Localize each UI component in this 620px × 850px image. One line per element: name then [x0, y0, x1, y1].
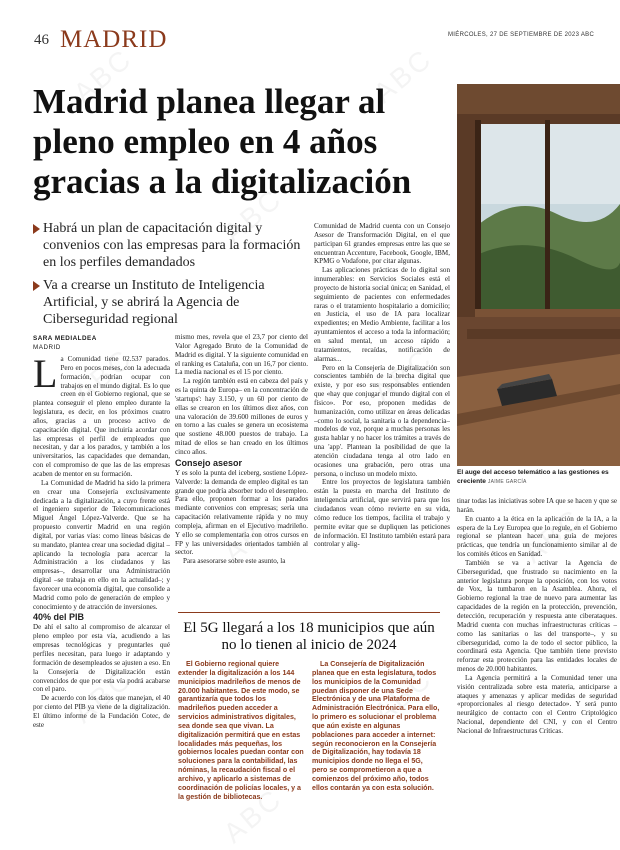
- section-title: MADRID: [60, 26, 168, 53]
- article-column-1: [33, 355, 170, 843]
- sidebar-column-1: [178, 660, 304, 843]
- author-byline: SARA MEDIALDEA: [33, 335, 97, 342]
- paragraph: La Consejería de Digitalización planea que en esta legislatura, todos los municipios de la Comunidad puedan disponer de una Sede Electrónica y de una Plataforma de Administración Electrónica. Para ello, lo primero es solucionar el problema que aún existe en algunas poblaciones para acceder a internet: según reconocieron en la Consejería de Digitalización, hay todavía 18 municipios donde no llega el 5G, pero se comprometieron a que a comienzos del próximo año, todos ellos contarán ya con esta solución.: [312, 660, 440, 792]
- article-column-2: [175, 333, 308, 609]
- caption-text: El auge del acceso telemático a las gestiones es creciente: [457, 469, 609, 485]
- paragraph: Pero en la Consejería de Digitalización son conscientes también de la brecha digital que existe, y por eso sus responsables entienden que «hay que conjugar el mundo digital con el físico». Por eso, proponen medidas de humanización, como utilizar en áreas delicadas –como lo social, la sanitaria o la dependencia– modelos de voz, porque a muchas personas les gusta hablar y no hacer los trámites a través de una 'app'. Plantean la posibilidad de que la atención ciudadana tenga al otro lado en ocasiones una grabación, pero otras una persona, o incluso un modelo mixto.: [314, 363, 450, 478]
- subheading: Consejo asesor: [175, 457, 243, 468]
- paragraph: Las aplicaciones prácticas de lo digital son innumerables: en Servicios Sociales está el proyecto de historia social única; en Sanidad, el seguimiento de pacientes con enfermedades raras o el tratamiento hospitalario a domicilio; en Justicia, el uso de IA para localizar expedientes; en Medio Ambiente, facilitar a los ayuntamientos el acceso a toda la información; en salud mental, un acceso rápido a tratamientos, recaídas, notificación de alarmas...: [314, 266, 450, 363]
- paragraph: De acuerdo con los datos que manejan, el 40 por ciento del PIB ya viene de la digitalización. El último informe de la Fundación Cotec, de este: [33, 694, 170, 729]
- paragraph: El Gobierno regional quiere extender la digitalización a los 144 municipios madrileños de menos de 20.000 habitantes. De este modo, se garantizaría que todos los madrileños pueden acceder a servicios administrativos digitales, sea donde sea que vivan. La digitalización permitirá que en estas localidades más pequeñas, los gobiernos locales puedan contar con soluciones para la contabilidad, las nóminas, la recaudación fiscal o el archivo, y aplicarlo a sistemas de coordinación de policías locales, y a la gestión de bibliotecas.: [178, 660, 304, 801]
- summary-bullet: Habrá un plan de capacitación digital y convenios con las empresas para la formación en los perfiles demandados: [33, 220, 308, 271]
- page-number: 46: [34, 32, 49, 48]
- sidebar-column-2: [312, 660, 440, 843]
- location-line: MADRID: [33, 344, 61, 351]
- headline: Madrid planea llegar al pleno empleo en 4 años gracias a la digitalización: [33, 82, 412, 201]
- subheading: 40% del PIB: [33, 612, 85, 623]
- paragraph: La región también está en cabeza del país y es la quinta de Europa– en la concentración de 'startups': hay 3.150, y un 60 por ciento de ellas se crearon en los últimos diez años, con una valoración de 39.600 millones de euros y en torno a las cuales se genera un ecosistema que sostiene 48.000 puestos de trabajo. La mitad de ellos se han creado en los últimos cinco años.: [175, 377, 308, 456]
- photo-credit: JAIME GARCÍA: [487, 479, 527, 485]
- sidebar-rule: [178, 612, 440, 613]
- date-line: MIÉRCOLES, 27 DE SEPTIEMBRE DE 2023 ABC: [448, 32, 595, 38]
- paragraph: En cuanto a la ética en la aplicación de la IA, a la espera de la Ley Europea que lo regule, en el Gobierno regional se plantean hacer una guía de mejores prácticas, que tendría un funcionamiento similar al de los comités éticos en Sanidad.: [457, 514, 617, 559]
- triangle-bullet-icon: [33, 224, 40, 234]
- paragraph: La Comunidad de Madrid ha sido la primera en crear una Consejería exclusivamente dedicada a la digitalización, a cuyo frente está el ingeniero superior de Telecomunicaciones Miguel Ángel López-Valverde. Que se ha propuesto convertir Madrid en una región digital, por varias vías: como líneas básicas de su mandato, plantea crear una sociedad digital –aplicando la tecnología para acercar la Administración a los ciudadanos y las empresas–, desarrollar una Administración digital –se trabaja en ello en la actualidad–; y favorecer una economía digital, que consolide a Madrid como polo de generación de empleo y conocimiento y de atracción de inversiones.: [33, 478, 170, 611]
- article-photo: [457, 84, 620, 466]
- sidebar-title: El 5G llegará a los 18 municipios que aún no lo tienen al inicio de 2024: [183, 620, 435, 653]
- paragraph: La Agencia permitirá a la Comunidad tener una visión centralizada sobre esta materia, anticiparse a ataques y amenazas y aplicar medidas de seguridad «proporcionales al riesgo detectado». Y será punto neurálgico de contacto con el Centro Criptológico Nacional, dependiente del CNI, y con el Centro Nacional de Infraestructuras Críticas.: [457, 673, 617, 735]
- dropcap: L: [33, 355, 58, 396]
- summary-bullet: Va a crearse un Instituto de Inteligencia Artificial, y se abrirá la Agencia de Ciberseguridad regional: [33, 277, 308, 328]
- paragraph: También se va a activar la Agencia de Ciberseguridad, que frustrado su nacimiento en la anterior legislatura porque la oposición, con los votos de Vox, la tumbaron en la Asamblea. Ahora, el Gobierno regional la trae de nuevo para aumentar las capacidades de la región en la protección, prevención, detección, recuperación y respuesta ante ciberataques. Madrid cuenta con muchas infraestructuras críticas –como las sanitarias o las del transporte–, y su ciberseguridad, como la de todo el sector público, la coordinará esta Agencia. Que también tiene previsto reforzar esta protección para las entidades locales de menos de 20.000 habitantes.: [457, 558, 617, 674]
- paragraph: tinar todas las iniciativas sobre IA que se hacen y que se harán.: [457, 497, 617, 514]
- paragraph: Entre los proyectos de legislatura también están la puesta en marcha del Instituto de inteligencia artificial, que servirá para que los ciudadanos vean cómo revierte en su vida, cómo reduce los tiempos, facilita el trabajo y permite evitar que se dupliquen las peticiones de información. El Instituto también estará para controlar y alig-: [314, 478, 450, 549]
- paragraph: De ahí el salto al compromiso de alcanzar el pleno empleo por esta vía, acudiendo a las empresas tecnológicas y preguntarles qué perfiles necesitan, para luego ir adaptando y formación de desempleados se ajusten a eso. En la Consejería de Digitalización están convencidos de que por esta vía podrá acabarse con el paro.: [33, 623, 170, 694]
- article-column-3: [314, 222, 450, 609]
- triangle-bullet-icon: [33, 281, 40, 291]
- photo-caption: [457, 468, 617, 487]
- paragraph: Para asesorarse sobre este asunto, la: [183, 557, 286, 566]
- paragraph: Comunidad de Madrid cuenta con un Consejo Asesor de Transformación Digital, en el que participan 61 grandes empresas entre las que se encuentran Accenture, Facebook, Google, IBM, KPMG o Vodafone, por citar algunas.: [314, 222, 450, 266]
- paragraph: mismo mes, revela que el 23,7 por ciento del Valor Agregado Bruto de la Comunidad de Madrid es digital. Y la siguiente comunidad en el ranking es Cataluña, con un 16,7 por ciento. La media nacional es el 15 por ciento.: [175, 333, 308, 377]
- article-column-4: [457, 497, 617, 843]
- paragraph: La Comunidad tiene 02.537 parados. Pero en pocos meses, con la adecuada formación, podrían ocupar con trabajos en el mundo digital. Es lo que creen en el Gobierno regional, que se plantea conseguir el pleno empleo durante la legislatura, es decir, en los próximos cuatro años, gracias a un proceso activo de capacitación digital. Que incluiría acordar con las empresas el perfil de empleados que necesitan, y dar a los parados, y también a los universitarios, las capacidades que demandan, con el compromiso de que las de las empresas acaben de mentor en su formación.: [33, 355, 170, 478]
- paragraph: Y es solo la punta del iceberg, sostiene López-Valverde: la demanda de empleo digital es tan grande que podría absorber todo el desempleo. Para ello, proponen formar a los parados mediante convenios con empresas; sería una capacitación relativamente rápida y no muy compleja, afirman en el Ejecutivo madrileño. Y ello se complementaría con otros cursos en FP y las universidades orientados también al sector.: [175, 468, 308, 557]
- summary-bullets: [33, 220, 308, 334]
